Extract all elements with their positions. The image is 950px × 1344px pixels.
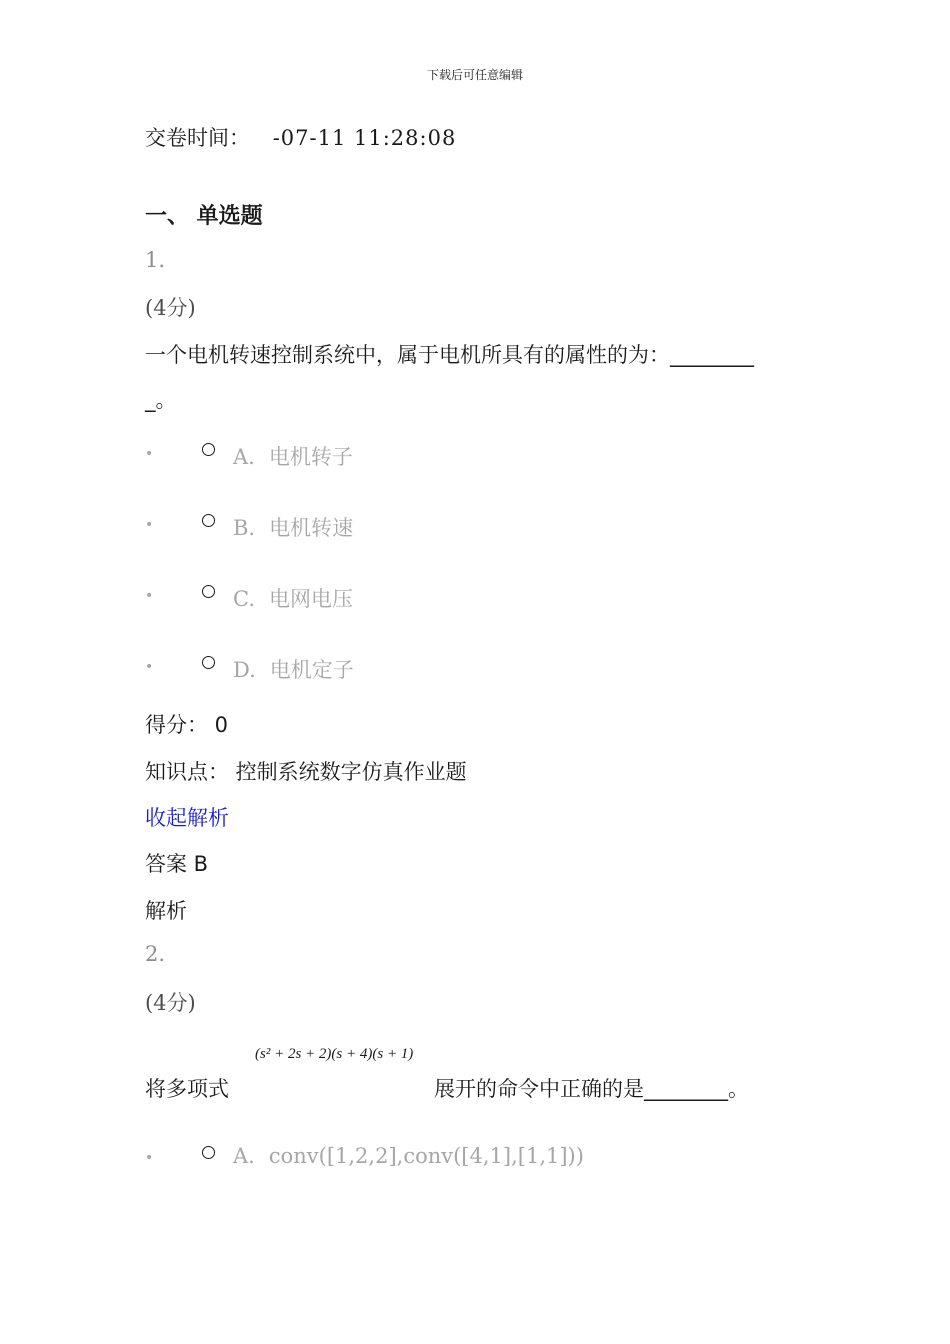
question-points: (4分) <box>145 991 196 1015</box>
bullet-icon: • <box>145 588 154 604</box>
answer: 答案 B <box>145 852 209 876</box>
score: 得分： 0 <box>145 713 229 737</box>
bullet-icon: • <box>145 659 154 675</box>
radio-button[interactable] <box>202 585 215 598</box>
question-points: (4分) <box>145 296 196 320</box>
option-letter: D. <box>233 658 256 682</box>
collapse-analysis-link[interactable]: 收起解析 <box>145 806 229 830</box>
section-title: 一、 单选题 <box>145 204 263 229</box>
option-letter: A. <box>233 445 255 469</box>
submit-time <box>145 122 456 152</box>
bullet-icon: • <box>145 517 154 533</box>
option-text: 电机转速 <box>269 516 354 540</box>
option-letter: A. <box>233 1144 255 1168</box>
submit-time-label: 交卷时间： <box>145 126 250 150</box>
bullet-icon: • <box>145 446 154 462</box>
radio-button[interactable] <box>202 1146 215 1159</box>
question-stem-suffix: 展开的命令中正确的是________。 <box>434 1077 749 1101</box>
option-text: 电机定子 <box>269 658 354 682</box>
bullet-icon: • <box>145 1150 154 1166</box>
question-stem-line2: _。 <box>145 388 177 412</box>
option-text: 电机转子 <box>268 445 353 469</box>
submit-time-value: -07-11 11:28:08 <box>272 126 457 150</box>
radio-button[interactable] <box>202 443 215 456</box>
knowledge-point: 知识点： 控制系统数字仿真作业题 <box>145 760 467 784</box>
radio-button[interactable] <box>202 656 215 669</box>
radio-button[interactable] <box>202 514 215 527</box>
option-letter: C. <box>233 587 255 611</box>
analysis-label: 解析 <box>145 899 187 923</box>
header-note: 下载后可任意编辑 <box>426 68 523 82</box>
question-stem-prefix: 将多项式 <box>145 1077 229 1101</box>
polynomial-formula: (s² + 2s + 2)(s + 4)(s + 1) <box>255 1046 414 1062</box>
question-number: 2. <box>145 942 166 966</box>
question-number: 1. <box>145 248 166 272</box>
option-text: conv([1,2,2],conv([4,1],[1,1])) <box>268 1144 584 1168</box>
question-stem-line1: 一个电机转速控制系统中，属于电机所具有的属性的为：________ <box>145 343 754 367</box>
option-letter: B. <box>233 516 256 540</box>
option-text: 电网电压 <box>269 587 353 611</box>
